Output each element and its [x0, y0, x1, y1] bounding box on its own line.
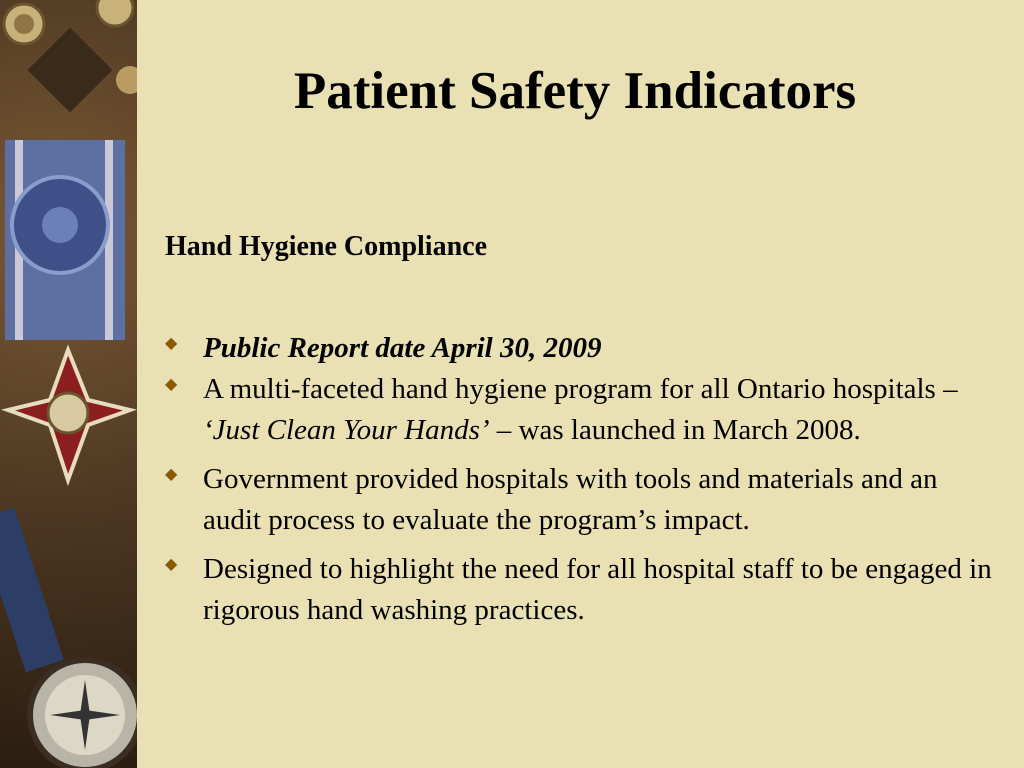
- section-heading: Hand Hygiene Compliance: [165, 231, 488, 262]
- slide-title: Patient Safety Indicators: [293, 62, 857, 120]
- bullet-text: – was launched in March 2008.: [489, 414, 861, 446]
- diamond-bullet-icon: ◆: [165, 376, 178, 393]
- program-name: ‘Just Clean Your Hands’: [203, 414, 490, 446]
- list-item: [165, 369, 995, 451]
- diamond-bullet-icon: ◆: [165, 335, 178, 352]
- bullet-list: [165, 328, 995, 639]
- bullet-text: A multi-faceted hand hygiene program for all Ontario hospitals –: [203, 373, 958, 405]
- diamond-bullet-icon: ◆: [165, 466, 178, 483]
- report-date-text: Public Report date April 30, 2009: [203, 332, 602, 364]
- bullet-text: Designed to highlight the need for all hospital staff to be engaged in rigorous hand washing practices.: [203, 553, 992, 626]
- list-item: [165, 459, 995, 541]
- decorative-sidebar-image: [0, 0, 137, 768]
- bullet-text: Government provided hospitals with tools and materials and an audit process to evaluate the program’s impact.: [203, 463, 938, 536]
- diamond-bullet-icon: ◆: [165, 556, 178, 573]
- list-item: [165, 328, 995, 369]
- list-item: [165, 549, 995, 631]
